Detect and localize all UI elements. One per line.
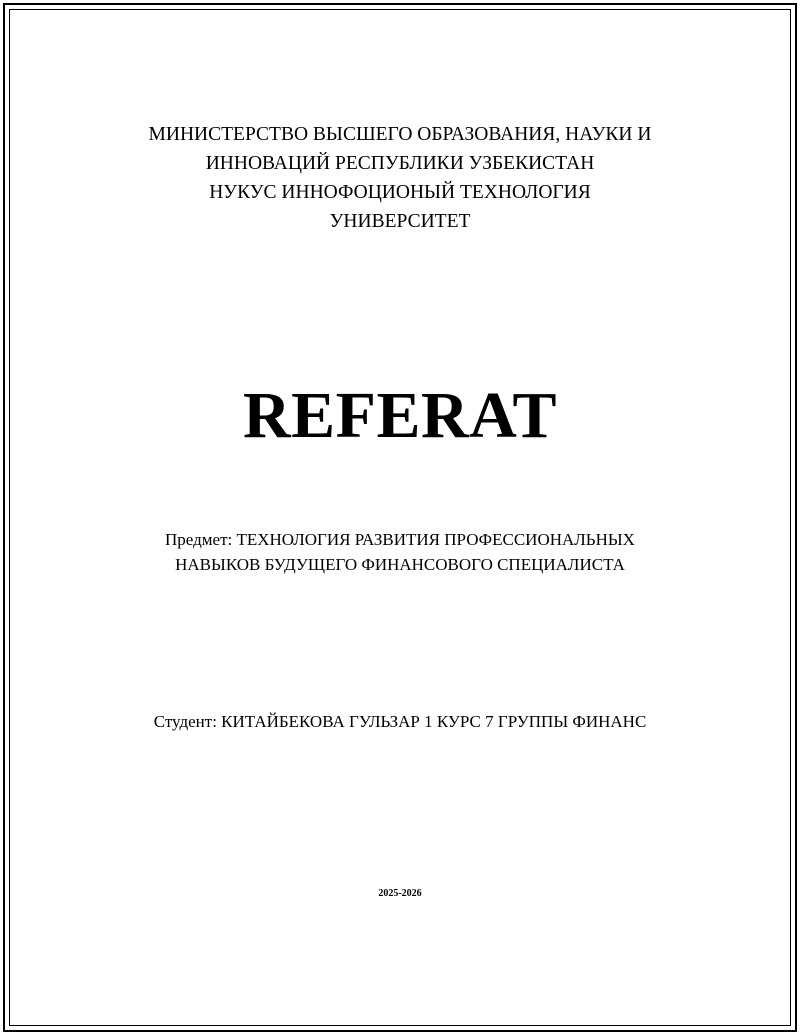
institution-line-1: МИНИСТЕРСТВО ВЫСШЕГО ОБРАЗОВАНИЯ, НАУКИ И: [148, 124, 652, 145]
subject-line-2: НАВЫКОВ БУДУЩЕГО ФИНАНСОВОГО СПЕЦИАЛИСТА: [175, 555, 625, 574]
academic-year: 2025-2026: [378, 888, 422, 899]
institution-line-3: НУКУС ИННОФОЦИОНЫЙ ТЕХНОЛОГИЯ: [209, 182, 591, 203]
subject-line-1: Предмет: ТЕХНОЛОГИЯ РАЗВИТИЯ ПРОФЕССИОНАЛЬНЫХ: [165, 530, 635, 549]
institution-line-4: УНИВЕРСИТЕТ: [329, 211, 471, 232]
institution-line-2: ИННОВАЦИЙ РЕСПУБЛИКИ УЗБЕКИСТАН: [205, 153, 595, 174]
document-title: REFERAT: [243, 379, 557, 452]
student-line: Студент: КИТАЙБЕКОВА ГУЛЬЗАР 1 КУРС 7 ГРУППЫ ФИНАНС: [153, 712, 647, 731]
institution-header: [0, 120, 800, 236]
subject-block: [0, 527, 800, 577]
